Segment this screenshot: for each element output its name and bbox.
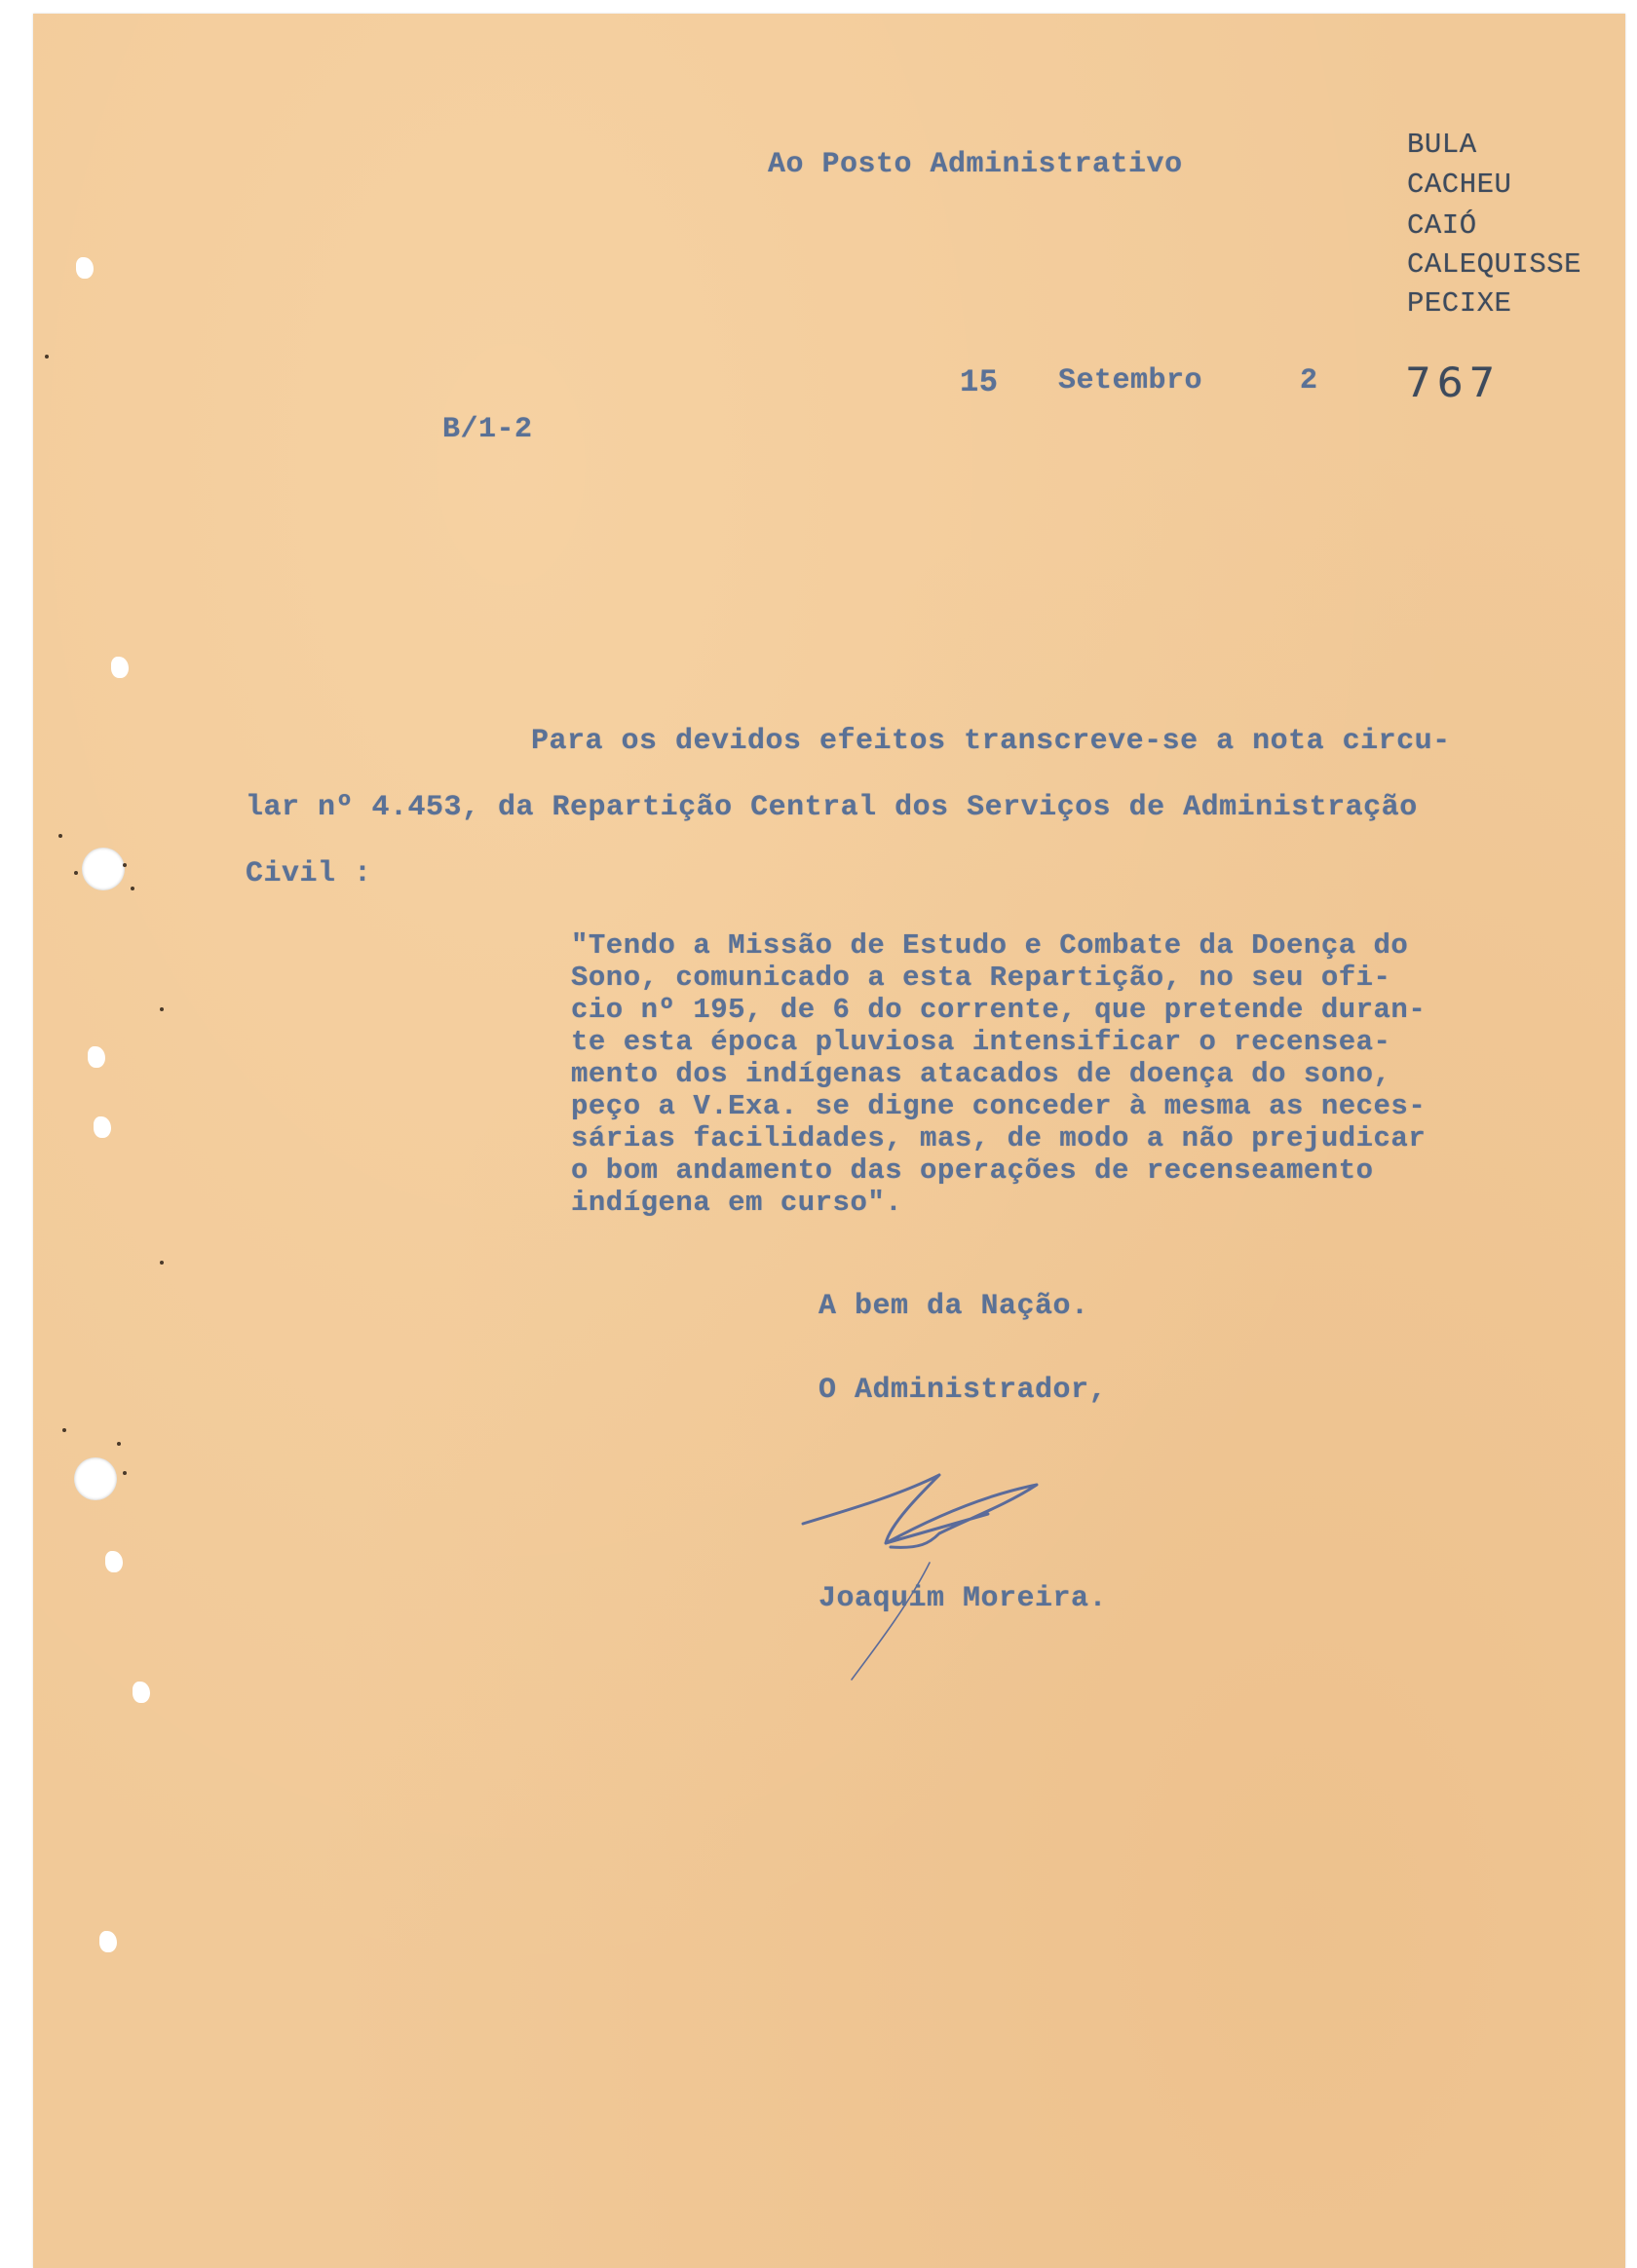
quote-line-6: peço a V.Exa. se digne conceder à mesma as neces-	[571, 1090, 1427, 1122]
ink-speck	[123, 1471, 127, 1475]
ink-speck	[123, 863, 127, 867]
punch-hole-mark	[76, 257, 94, 279]
date-year-digit: 2	[1300, 364, 1318, 397]
ink-speck	[131, 887, 134, 890]
destination-caio: CAIÓ	[1407, 209, 1477, 242]
ink-speck	[74, 871, 78, 875]
addressee-line: Ao Posto Administrativo	[768, 148, 1183, 181]
reference-code: B/1-2	[442, 413, 533, 446]
quote-line-4: te esta época pluviosa intensificar o recensea-	[571, 1026, 1391, 1058]
ink-speck	[160, 1261, 164, 1265]
date-day: 15	[960, 364, 999, 400]
signatory-title: O Administrador,	[818, 1374, 1108, 1407]
closing-salutation: A bem da Nação.	[818, 1290, 1089, 1323]
body-line-2: lar nº 4.453, da Repartição Central dos Serviços de Administração	[246, 791, 1418, 824]
document-number: 767	[1405, 359, 1502, 406]
punch-hole-mark	[105, 1551, 123, 1572]
ink-speck	[62, 1428, 66, 1432]
body-line-3: Civil :	[246, 857, 372, 890]
punch-hole-mark	[111, 657, 129, 678]
quote-line-8: o bom andamento das operações de recenseamento	[571, 1154, 1374, 1187]
destination-bula: BULA	[1407, 129, 1477, 161]
quote-line-1: "Tendo a Missão de Estudo e Combate da Doença do	[571, 929, 1409, 962]
quote-line-7: sárias facilidades, mas, de modo a não prejudicar	[571, 1122, 1427, 1154]
punch-hole	[82, 848, 125, 890]
ink-speck	[160, 1007, 164, 1011]
destination-pecixe: PECIXE	[1407, 287, 1512, 320]
quote-line-3: cio nº 195, de 6 do corrente, que pretende duran-	[571, 994, 1427, 1026]
quote-line-9: indígena em curso".	[571, 1187, 903, 1219]
punch-hole-mark	[133, 1682, 150, 1703]
punch-hole	[74, 1457, 117, 1500]
quote-line-5: mento dos indígenas atacados de doença do sono,	[571, 1058, 1391, 1090]
destination-calequisse: CALEQUISSE	[1407, 248, 1582, 281]
date-month: Setembro	[1058, 364, 1203, 397]
punch-hole-mark	[99, 1931, 117, 1952]
ink-speck	[58, 834, 62, 838]
body-line-1: Para os devidos efeitos transcreve-se a nota circu-	[531, 725, 1451, 758]
destination-cacheu: CACHEU	[1407, 169, 1512, 201]
signatory-name: Joaquim Moreira.	[818, 1582, 1108, 1615]
quote-line-2: Sono, comunicado a esta Repartição, no seu ofi-	[571, 962, 1391, 994]
ink-speck	[117, 1442, 121, 1446]
ink-speck	[45, 355, 49, 359]
punch-hole-mark	[88, 1046, 105, 1068]
document-page	[33, 14, 1625, 2268]
punch-hole-mark	[94, 1116, 111, 1138]
